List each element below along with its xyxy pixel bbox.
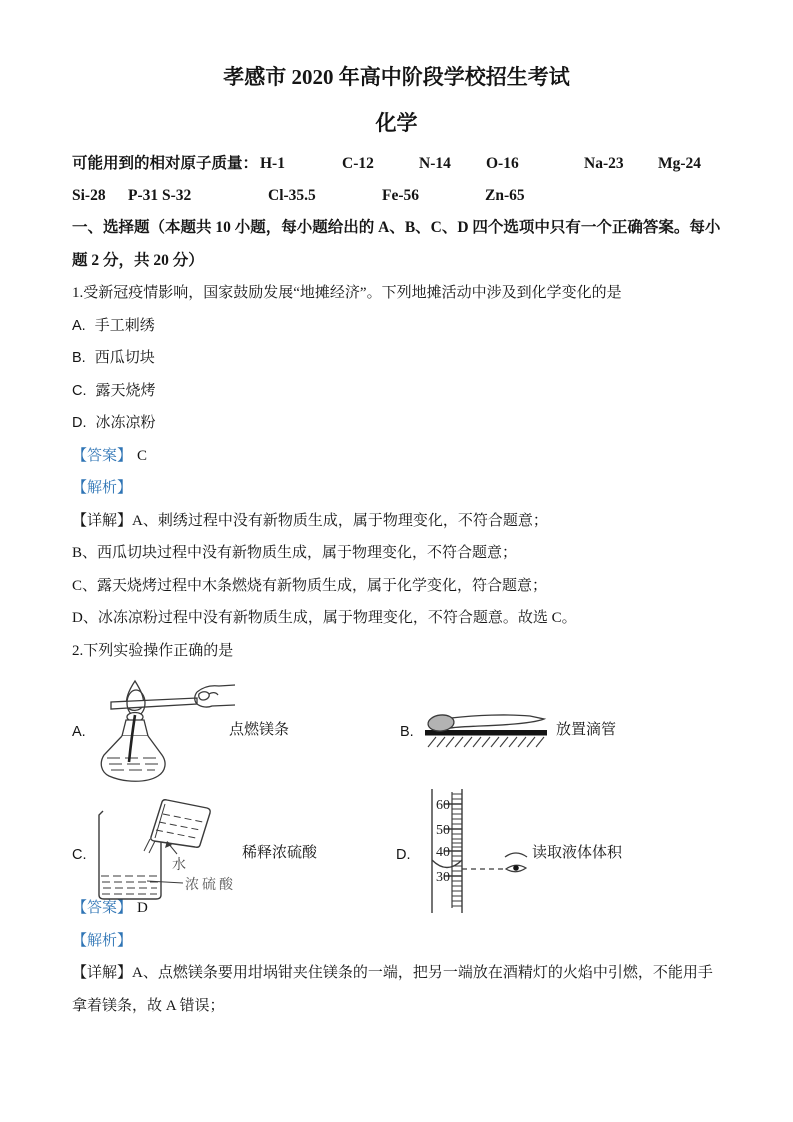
dropper-tube <box>451 715 544 728</box>
atomic-masses-line-2 <box>72 180 721 212</box>
q2-diagrams <box>72 667 721 892</box>
tick-label-40: 40 <box>436 845 450 860</box>
magnesium-ribbon <box>111 698 197 709</box>
ignite-magnesium-diagram <box>95 672 335 807</box>
tick-label-50: 50 <box>436 823 450 838</box>
q2-detail-a <box>72 957 721 1022</box>
mass-item-zn: Zn-65 <box>485 187 525 204</box>
option-text: 手工刺绣 <box>94 317 155 334</box>
doc-title: 孝感市 2020 年高中阶段学校招生考试 <box>223 65 570 89</box>
dropper-bulb <box>427 714 455 733</box>
acid-liquid <box>101 876 159 894</box>
q1-option-d <box>72 407 721 440</box>
mass-item-c: C-12 <box>342 155 374 172</box>
mass-item-o: O-16 <box>486 155 519 172</box>
minor-ticks <box>452 794 462 906</box>
q2-option-letter-d: D. <box>396 847 411 863</box>
q2-option-letter-b: B. <box>400 724 414 740</box>
q1-option-a <box>72 310 721 343</box>
option-text: 西瓜切块 <box>94 350 155 366</box>
hand-icon <box>195 685 235 707</box>
q2-answer-value: D <box>137 900 148 916</box>
q1-detail-c: C、露天烧烤过程中木条燃烧有新物质生成，属于化学变化，符合题意； <box>72 577 548 594</box>
q2-stem: 2.下列实验操作正确的是 <box>72 642 234 659</box>
q1-option-b <box>72 342 721 375</box>
q2-caption-d: 读取液体体积 <box>532 845 623 861</box>
water-label: 水 <box>172 858 186 873</box>
eye-lid-arc <box>505 853 527 857</box>
option-letter: D. <box>72 415 87 431</box>
q2-option-letter-a: A. <box>72 724 86 740</box>
tick-label-30: 30 <box>436 870 450 885</box>
mass-item-h: H-1 <box>260 155 285 172</box>
q2-caption-c: 稀释浓硫酸 <box>242 845 318 861</box>
mass-item-n: N-14 <box>419 155 451 172</box>
q1-answer-value: C <box>137 447 148 464</box>
mass-item-mg: Mg-24 <box>658 155 702 172</box>
analysis-marker: 【解析】 <box>72 932 133 949</box>
analysis-marker: 【解析】 <box>72 480 133 496</box>
acid-label: 浓硫酸 <box>185 878 236 893</box>
mass-item-fe: Fe-56 <box>382 187 420 204</box>
q1-answer-row <box>72 440 721 473</box>
option-letter: A. <box>72 317 86 334</box>
q2-caption-a: 点燃镁条 <box>229 722 290 738</box>
doc-subject: 化学 <box>375 111 418 135</box>
tick-label-60: 60 <box>436 798 450 813</box>
mass-item-si: Si-28 <box>72 187 106 204</box>
option-text: 冰冻凉粉 <box>95 415 156 431</box>
q2-analysis-row <box>72 925 721 958</box>
mass-item-ps: P-31 S-32 <box>128 187 192 204</box>
answer-marker: 【答案】 <box>72 447 133 464</box>
detail-marker: 【详解】 <box>72 512 133 529</box>
mass-item-na: Na-23 <box>584 155 624 172</box>
q1-analysis-row <box>72 472 721 505</box>
dropper-on-table-diagram <box>422 707 557 752</box>
q1-detail-d: D、冰冻凉粉过程中没有新物质生成，属于物理变化，不符合题意。故选 C。 <box>72 610 577 626</box>
option-text: 露天烧烤 <box>95 382 156 399</box>
q1-option-c <box>72 375 721 408</box>
q2-option-letter-c: C. <box>72 847 87 863</box>
section-heading: 一、选择题（本题共 10 小题，每小题给出的 A、B、C、D 四个选项中只有一个正确答案。每小题 2 分，共 20 分） <box>72 219 721 269</box>
answer-marker: 【答案】 <box>72 900 133 916</box>
table-hatching <box>428 737 544 747</box>
q1-stem: 1.受新冠疫情影响，国家鼓励发展“地摊经济”。下列地摊活动中涉及到化学变化的是 <box>72 285 622 301</box>
major-ticks <box>444 804 462 876</box>
mass-item-cl: Cl-35.5 <box>268 187 316 204</box>
q1-detail-a <box>72 505 721 538</box>
read-volume-diagram <box>392 787 537 917</box>
atomic-masses-line-1 <box>72 148 721 180</box>
option-letter: B. <box>72 350 86 366</box>
q2-caption-b: 放置滴管 <box>556 722 617 738</box>
q1-detail-b: B、西瓜切块过程中没有新物质生成，属于物理变化，不符合题意； <box>72 545 518 561</box>
atomic-masses-label: 可能用到的相对原子质量： <box>72 155 259 172</box>
option-letter: C. <box>72 382 87 399</box>
detail-text: A、点燃镁条要用坩埚钳夹住镁条的一端，把另一端放在酒精灯的火焰中引燃，不能用手拿着镁条，故 A 错误； <box>72 965 713 1014</box>
eye-pupil <box>513 865 519 871</box>
detail-marker: 【详解】 <box>72 965 133 981</box>
detail-text: A、刺绣过程中没有新物质生成，属于物理变化，不符合题意； <box>132 512 548 529</box>
alcohol-lamp <box>101 713 165 782</box>
